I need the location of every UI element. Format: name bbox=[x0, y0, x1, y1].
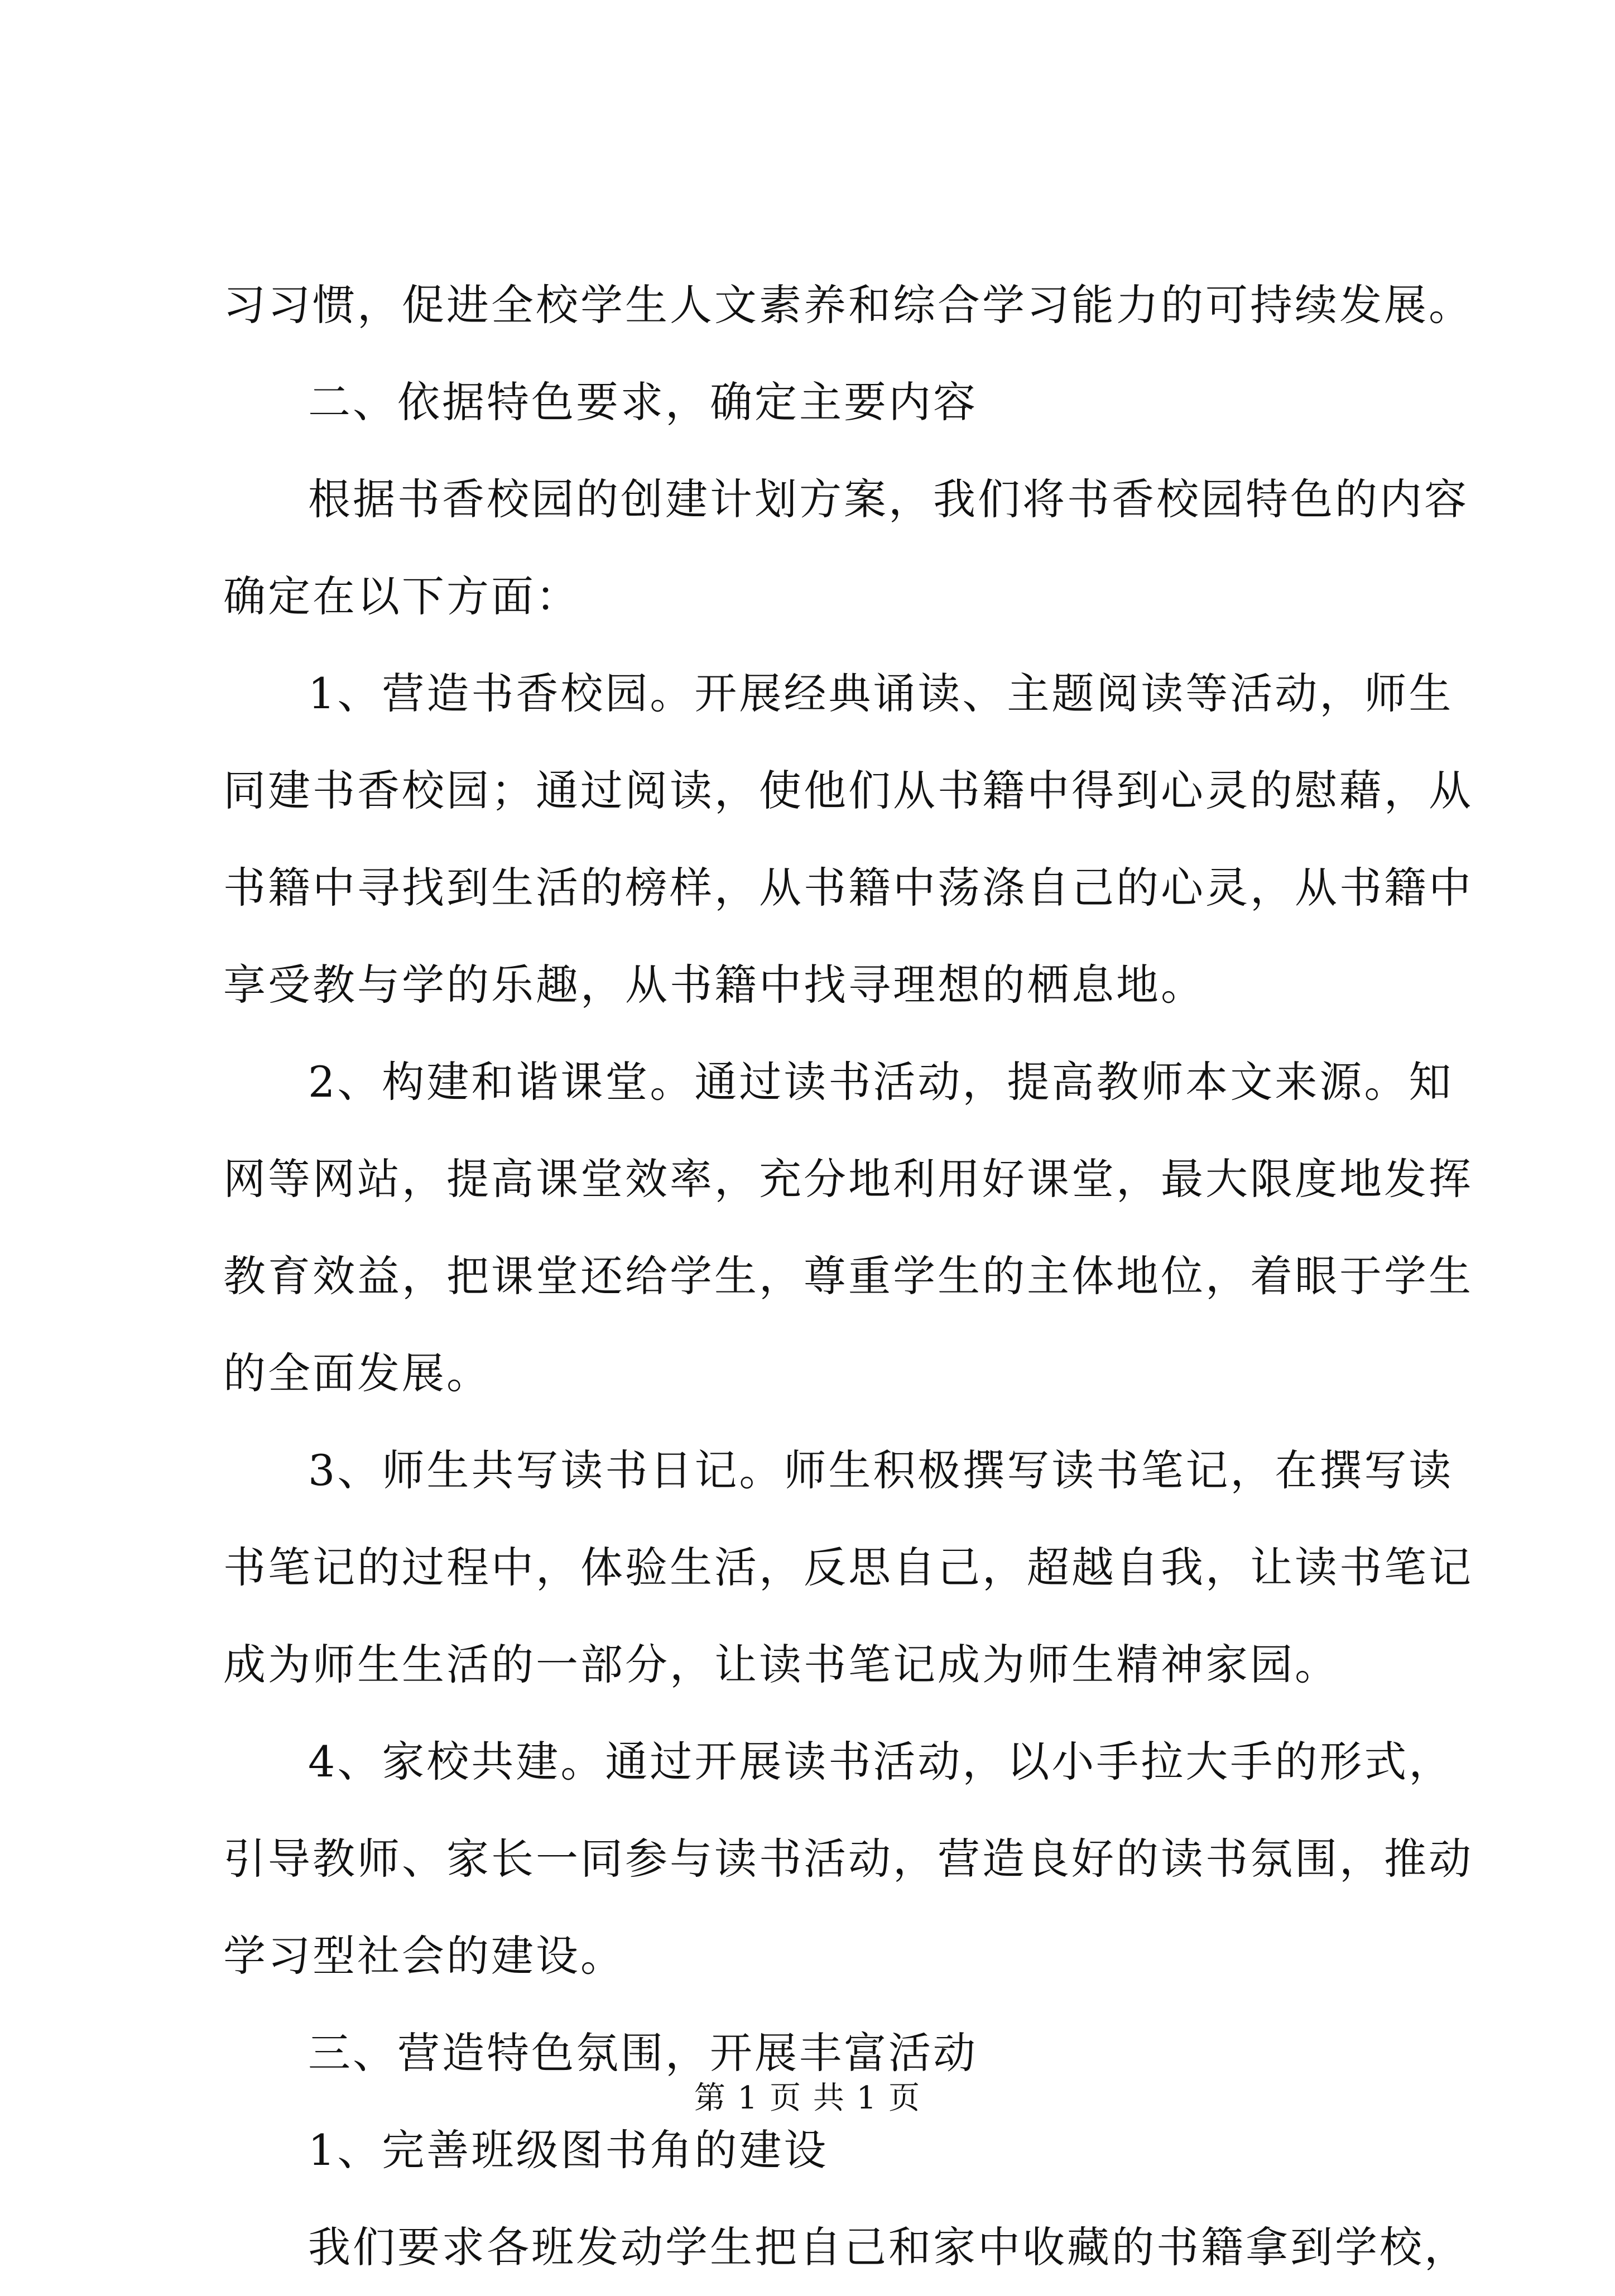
list-item-2-line-2: 网等网站，提高课堂效率，充分地利用好课堂，最大限度地发挥 bbox=[223, 1154, 1473, 1204]
text-line-3: 根据书香校园的创建计划方案，我们将书香校园特色的内容 bbox=[308, 474, 1469, 524]
list-item-1-line-4: 享受教与学的乐趣，从书籍中找寻理想的栖息地。 bbox=[223, 960, 1205, 1010]
text-line-4: 确定在以下方面： bbox=[223, 571, 580, 621]
list-item-4-line-3: 学习型社会的建设。 bbox=[223, 1931, 625, 1981]
section-heading-3: 三、营造特色氛围，开展丰富活动 bbox=[308, 2028, 978, 2078]
list-item-4-line-1: 4、家校共建。通过开展读书活动，以小手拉大手的形式， bbox=[308, 1737, 1454, 1786]
section-heading-2: 二、依据特色要求，确定主要内容 bbox=[308, 377, 978, 427]
list-item-3-line-3: 成为师生生活的一部分，让读书笔记成为师生精神家园。 bbox=[223, 1640, 1339, 1689]
document-body bbox=[223, 257, 1473, 2296]
list-item-4-line-2: 引导教师、家长一同参与读书活动，营造良好的读书氛围，推动 bbox=[223, 1834, 1473, 1884]
list-item-1-line-1: 1、营造书香校园。开展经典诵读、主题阅读等活动，师生 bbox=[308, 669, 1454, 718]
subsection-heading-1: 1、完善班级图书角的建设 bbox=[308, 2125, 829, 2175]
list-item-3-line-2: 书笔记的过程中，体验生活，反思自己，超越自我，让读书笔记 bbox=[223, 1543, 1473, 1592]
list-item-3-line-1: 3、师生共写读书日记。师生积极撰写读书笔记，在撰写读 bbox=[308, 1445, 1454, 1495]
list-item-2-line-4: 的全面发展。 bbox=[223, 1348, 491, 1398]
page-footer: 第 1 页 共 1 页 bbox=[694, 2080, 921, 2116]
list-item-1-line-3: 书籍中寻找到生活的榜样，从书籍中荡涤自己的心灵，从书籍中 bbox=[223, 863, 1473, 912]
list-item-2-line-3: 教育效益，把课堂还给学生，尊重学生的主体地位，着眼于学生 bbox=[223, 1251, 1473, 1301]
list-item-2-line-1: 2、构建和谐课堂。通过读书活动，提高教师本文来源。知 bbox=[308, 1057, 1454, 1107]
text-line-21: 我们要求各班发动学生把自己和家中收藏的书籍拿到学校， bbox=[308, 2222, 1469, 2272]
list-item-1-line-2: 同建书香校园；通过阅读，使他们从书籍中得到心灵的慰藉，从 bbox=[223, 766, 1473, 815]
text-line-1: 习习惯，促进全校学生人文素养和综合学习能力的可持续发展。 bbox=[223, 280, 1473, 330]
